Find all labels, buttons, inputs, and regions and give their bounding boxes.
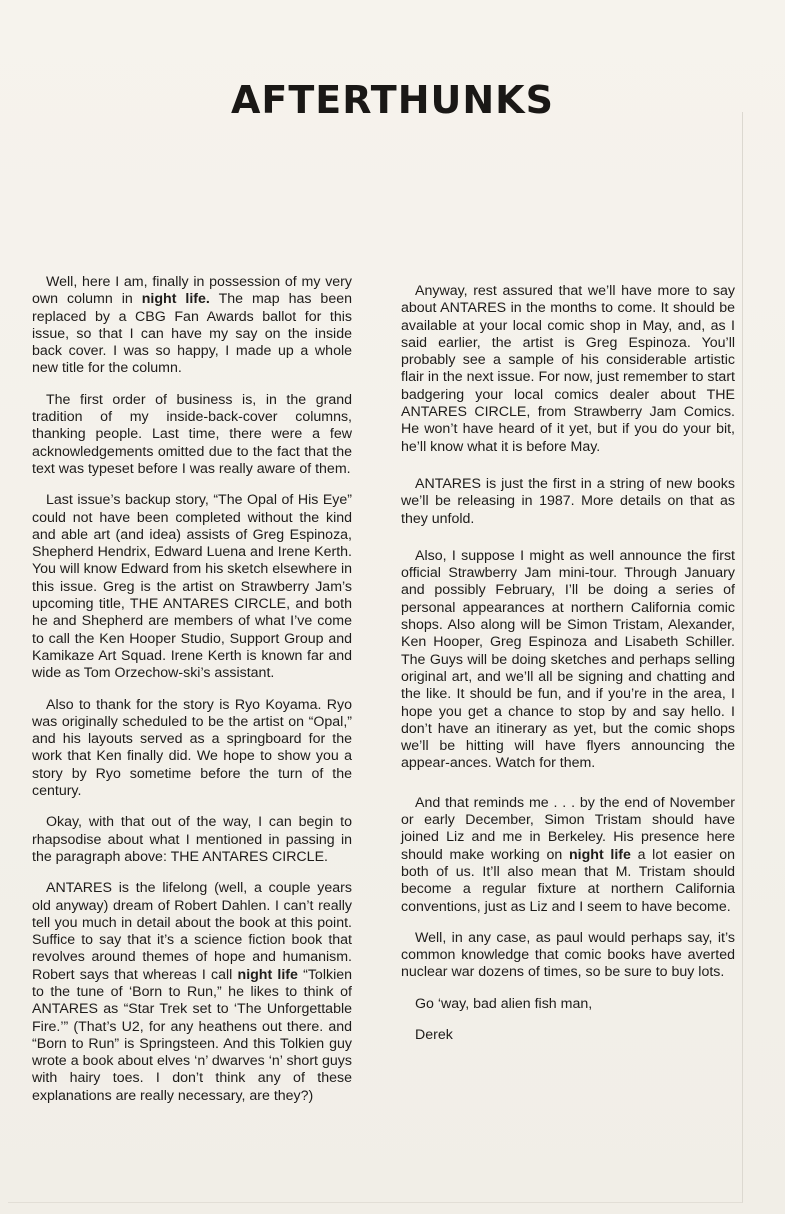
text-run: The map has been replaced by a CBG Fan Awards ballot for this issue, so that I can have my say on the inside back cover. I was so happy, I made up a whole new title for the column. <box>32 291 352 377</box>
text-run: a lot easier on both of us. It’ll also mean that M. Tristam should become a regular fixture at northern California conventions, just as Liz and I seem to have become. <box>401 846 735 915</box>
emphasis-title: night life. <box>141 291 210 308</box>
paragraph: ANTARES is just the first in a string of new books we’ll be releasing in 1987. More details on that as they unfold. <box>401 475 735 527</box>
text-run: ANTARES is the lifelong (well, a couple years old anyway) dream of Robert Dahlen. I can’t really tell you much in detail about the book at this point. Suffice to say that it’s a science fiction book that revolves around themes of hope and humanism. Robert says that whereas I call <box>32 880 352 983</box>
signature: Derek <box>415 1026 453 1043</box>
paragraph: Last issue’s backup story, “The Opal of His Eye” could not have been completed without the kind and able art (and idea) assists of Greg Espinoza, Shepherd Hendrix, Edward Luena and Irene Kerth. You will know Edward from his sketch elsewhere in this issue. Greg is the artist on Strawberry Jam’s upcoming title, THE ANTARES CIRCLE, and both he and Shepherd are members of what I’ve come to call the Ken Hooper Studio, Support Group and Kamikaze Art Squad. Irene Kerth is known far and wide as Tom Orzechow-ski’s assistant. <box>32 492 352 682</box>
paragraph: Also, I suppose I might as well announce the first official Strawberry Jam mini-tour. Through January and possibly February, I’ll be doing a series of personal appearances at northern California comic shops. Also along will be Simon Tristam, Alexander, Ken Hooper, Greg Espinoza and Lisabeth Schiller. The Guys will be doing sketches and perhaps selling original art, and we’ll all be signing and chatting and the like. It should be fun, and if you’re in the area, I hope you get a chance to stop by and say hello. I don’t have an itinerary as yet, but the comic shops we’ll be hitting will have flyers announcing the appear-ances. Watch for them. <box>401 547 735 772</box>
paragraph <box>401 795 735 916</box>
paragraph: Also to thank for the story is Ryo Koyama. Ryo was originally scheduled to be the artist on “Opal,” and his layouts served as a springboard for the work that Ken finally did. We hope to show you a story by Ryo sometime before the turn of the century. <box>32 696 352 800</box>
paragraph: Anyway, rest assured that we’ll have more to say about ANTARES in the months to come. It should be available at your local comic shop in May, and, as I said earlier, the artist is Greg Espinoza. You’ll probably see a sample of his considerable artistic flair in the next issue. For now, just remember to start badgering your local comics dealer about THE ANTARES CIRCLE, from Strawberry Jam Comics. He won’t have heard of it yet, but if you do your bit, he’ll know what it is before May. <box>401 283 735 455</box>
text-run: “Tolkien to the tune of ‘Born to Run,” he likes to think of ANTARES as “Star Trek set to ‘The Unforgettable Fire.’” (That’s U2, for any heathens out there. and “Born to Run” is Springsteen. And this Tolkien guy wrote a book about elves ‘n’ dwarves ‘n’ short guys with hairy toes. I don’t think any of these explanations are really necessary, are they?) <box>32 966 352 1104</box>
paragraph: Well, in any case, as paul would perhaps say, it’s common knowledge that comic books have averted nuclear war dozens of times, so be sure to buy lots. <box>401 929 735 981</box>
paragraph <box>32 880 352 1105</box>
emphasis-title: night life <box>237 966 298 983</box>
text-run: And that reminds me . . . by the end of November or early December, Simon Tristam should have joined Liz and me in Berkeley. His presence here should make working on <box>401 794 735 863</box>
emphasis-title: night life <box>569 846 631 863</box>
right-column <box>401 283 735 1058</box>
paragraph <box>32 274 352 378</box>
paragraph: Okay, with that out of the way, I can begin to rhapsodise about what I mentioned in passing in the paragraph above: THE ANTARES CIRCLE. <box>32 814 352 865</box>
page-title: AFTERTHUNKS <box>231 78 554 122</box>
paragraph: The first order of business is, in the grand tradition of my inside-back-cover columns, thanking people. Last time, there were a few acknowledgements omitted due to the fact that the text was typeset before I was really aware of them. <box>32 391 352 477</box>
closing-line: Go ‘way, bad alien fish man, <box>415 995 593 1012</box>
text-run: Well, here I am, finally in possession of my very own column in <box>32 274 352 308</box>
left-column <box>32 274 352 1119</box>
